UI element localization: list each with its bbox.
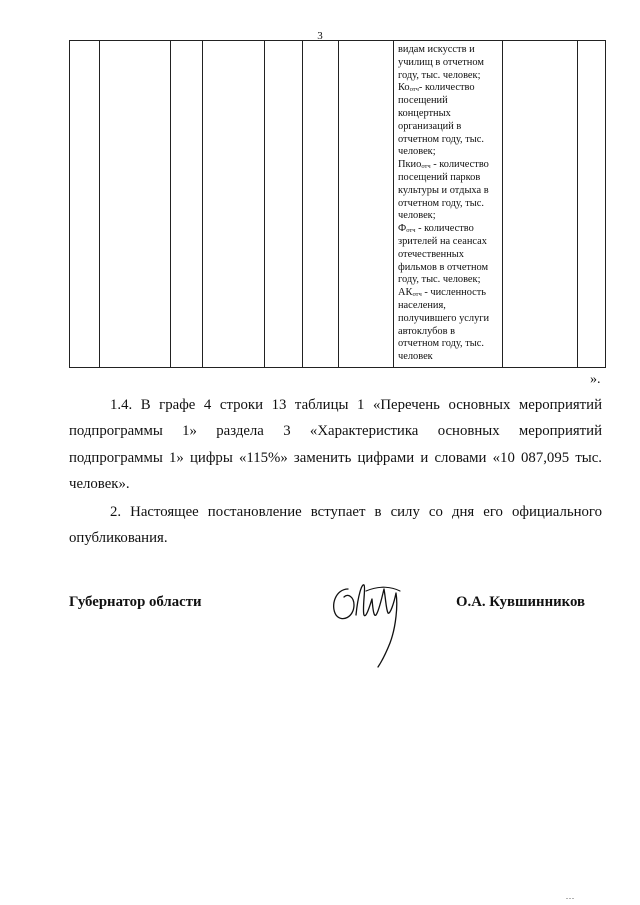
description-line xyxy=(398,82,500,95)
table-cell xyxy=(203,41,265,368)
table-cell xyxy=(265,41,303,368)
description-line-text: отчетном году, тыс. xyxy=(398,133,484,145)
table-cell xyxy=(171,41,203,368)
description-line xyxy=(398,70,500,83)
description-line-text: населения, xyxy=(398,299,446,311)
description-line-text: отчетном году, тыс. xyxy=(398,338,484,350)
description-line-text: фильмов в отчетном xyxy=(398,261,489,273)
description-line-rest: - количество xyxy=(415,223,474,235)
table-cell xyxy=(503,41,578,368)
amendment-table xyxy=(69,40,606,368)
description-line-text: культуры и отдыха в xyxy=(398,184,489,196)
description-line-text: отечественных xyxy=(398,248,464,260)
description-line-text: году, тыс. человек; xyxy=(398,274,481,286)
table-cell xyxy=(100,41,171,368)
description-line xyxy=(398,249,500,262)
description-line-subscript: отч xyxy=(406,227,416,235)
signatory-position: Губернатор области xyxy=(69,594,202,610)
description-line-text: зрителей на сеансах xyxy=(398,235,487,247)
description-line-text: получившего услуги xyxy=(398,312,490,324)
description-line xyxy=(398,185,500,198)
table-row xyxy=(70,41,606,368)
paragraph-1-4 xyxy=(69,392,602,498)
description-line-text: автоклубов в xyxy=(398,325,456,337)
description-line-text: человек; xyxy=(398,210,436,222)
description-line-text: отчетном году, тыс. xyxy=(398,197,484,209)
description-line xyxy=(398,121,500,134)
description-line xyxy=(398,198,500,211)
description-line-text: Ко xyxy=(398,82,410,94)
description-line-text: человек xyxy=(398,351,433,363)
description-line xyxy=(398,326,500,339)
paragraph-line: 1.4. В графе 4 строки 13 таблицы 1 «Перечень основных мероприятий xyxy=(110,397,602,413)
table-cell xyxy=(339,41,394,368)
paragraph-line: человек». xyxy=(69,476,130,493)
description-line xyxy=(398,274,500,287)
table-cell-description xyxy=(394,41,503,368)
handwritten-signature xyxy=(326,575,406,670)
description-line-text: Ф xyxy=(398,223,407,235)
description-line xyxy=(398,172,500,185)
description-line-text: училищ в отчетном xyxy=(398,56,484,68)
description-line-subscript: отч xyxy=(421,163,431,171)
description-line-text: человек; xyxy=(398,146,436,158)
description-line-rest: - количество xyxy=(418,82,475,94)
description-line-subscript: отч xyxy=(409,86,419,94)
description-line xyxy=(398,313,500,326)
description-line xyxy=(398,210,500,223)
description-line-text: организаций в xyxy=(398,120,462,132)
description-line-text: видам искусств и xyxy=(398,44,475,55)
description-line xyxy=(398,134,500,147)
description-line xyxy=(398,262,500,275)
description-line xyxy=(398,351,500,364)
closing-quote: ». xyxy=(590,372,601,387)
paragraph-line: подпрограммы 1» цифры «115%» заменить цифрами и словами «10 087,095 тыс. xyxy=(69,449,602,466)
paragraph-line: 2. Настоящее постановление вступает в силу со дня его официального xyxy=(110,504,602,520)
description-line-text: концертных xyxy=(398,107,451,119)
description-line-rest: - численность xyxy=(421,287,487,299)
description-line-text: Пкио xyxy=(398,159,422,171)
description-line xyxy=(398,95,500,108)
description-line-text: АК xyxy=(398,287,413,299)
paragraph-2 xyxy=(69,499,602,552)
table-cell xyxy=(303,41,339,368)
description-line xyxy=(398,159,500,172)
indicator-description xyxy=(394,41,502,364)
description-line xyxy=(398,338,500,351)
description-line xyxy=(398,44,500,57)
description-line-subscript: отч xyxy=(412,291,422,299)
description-line xyxy=(398,287,500,300)
table-cell xyxy=(578,41,606,368)
corner-marks: ... xyxy=(566,892,575,901)
page-number: 3 xyxy=(317,30,323,42)
description-line-text: посещений парков xyxy=(398,171,481,183)
paragraph-line: подпрограммы 1» раздела 3 «Характеристика основных мероприятий xyxy=(69,423,602,440)
paragraph-line: опубликования. xyxy=(69,530,168,547)
description-line xyxy=(398,108,500,121)
description-line xyxy=(398,57,500,70)
description-line xyxy=(398,146,500,159)
description-line xyxy=(398,223,500,236)
description-line xyxy=(398,236,500,249)
signatory-name: О.А. Кувшинников xyxy=(456,594,585,610)
table-cell xyxy=(70,41,100,368)
description-line-rest: - количество xyxy=(430,159,489,171)
description-line-text: посещений xyxy=(398,95,448,107)
description-line xyxy=(398,300,500,313)
description-line-text: году, тыс. человек; xyxy=(398,69,481,81)
